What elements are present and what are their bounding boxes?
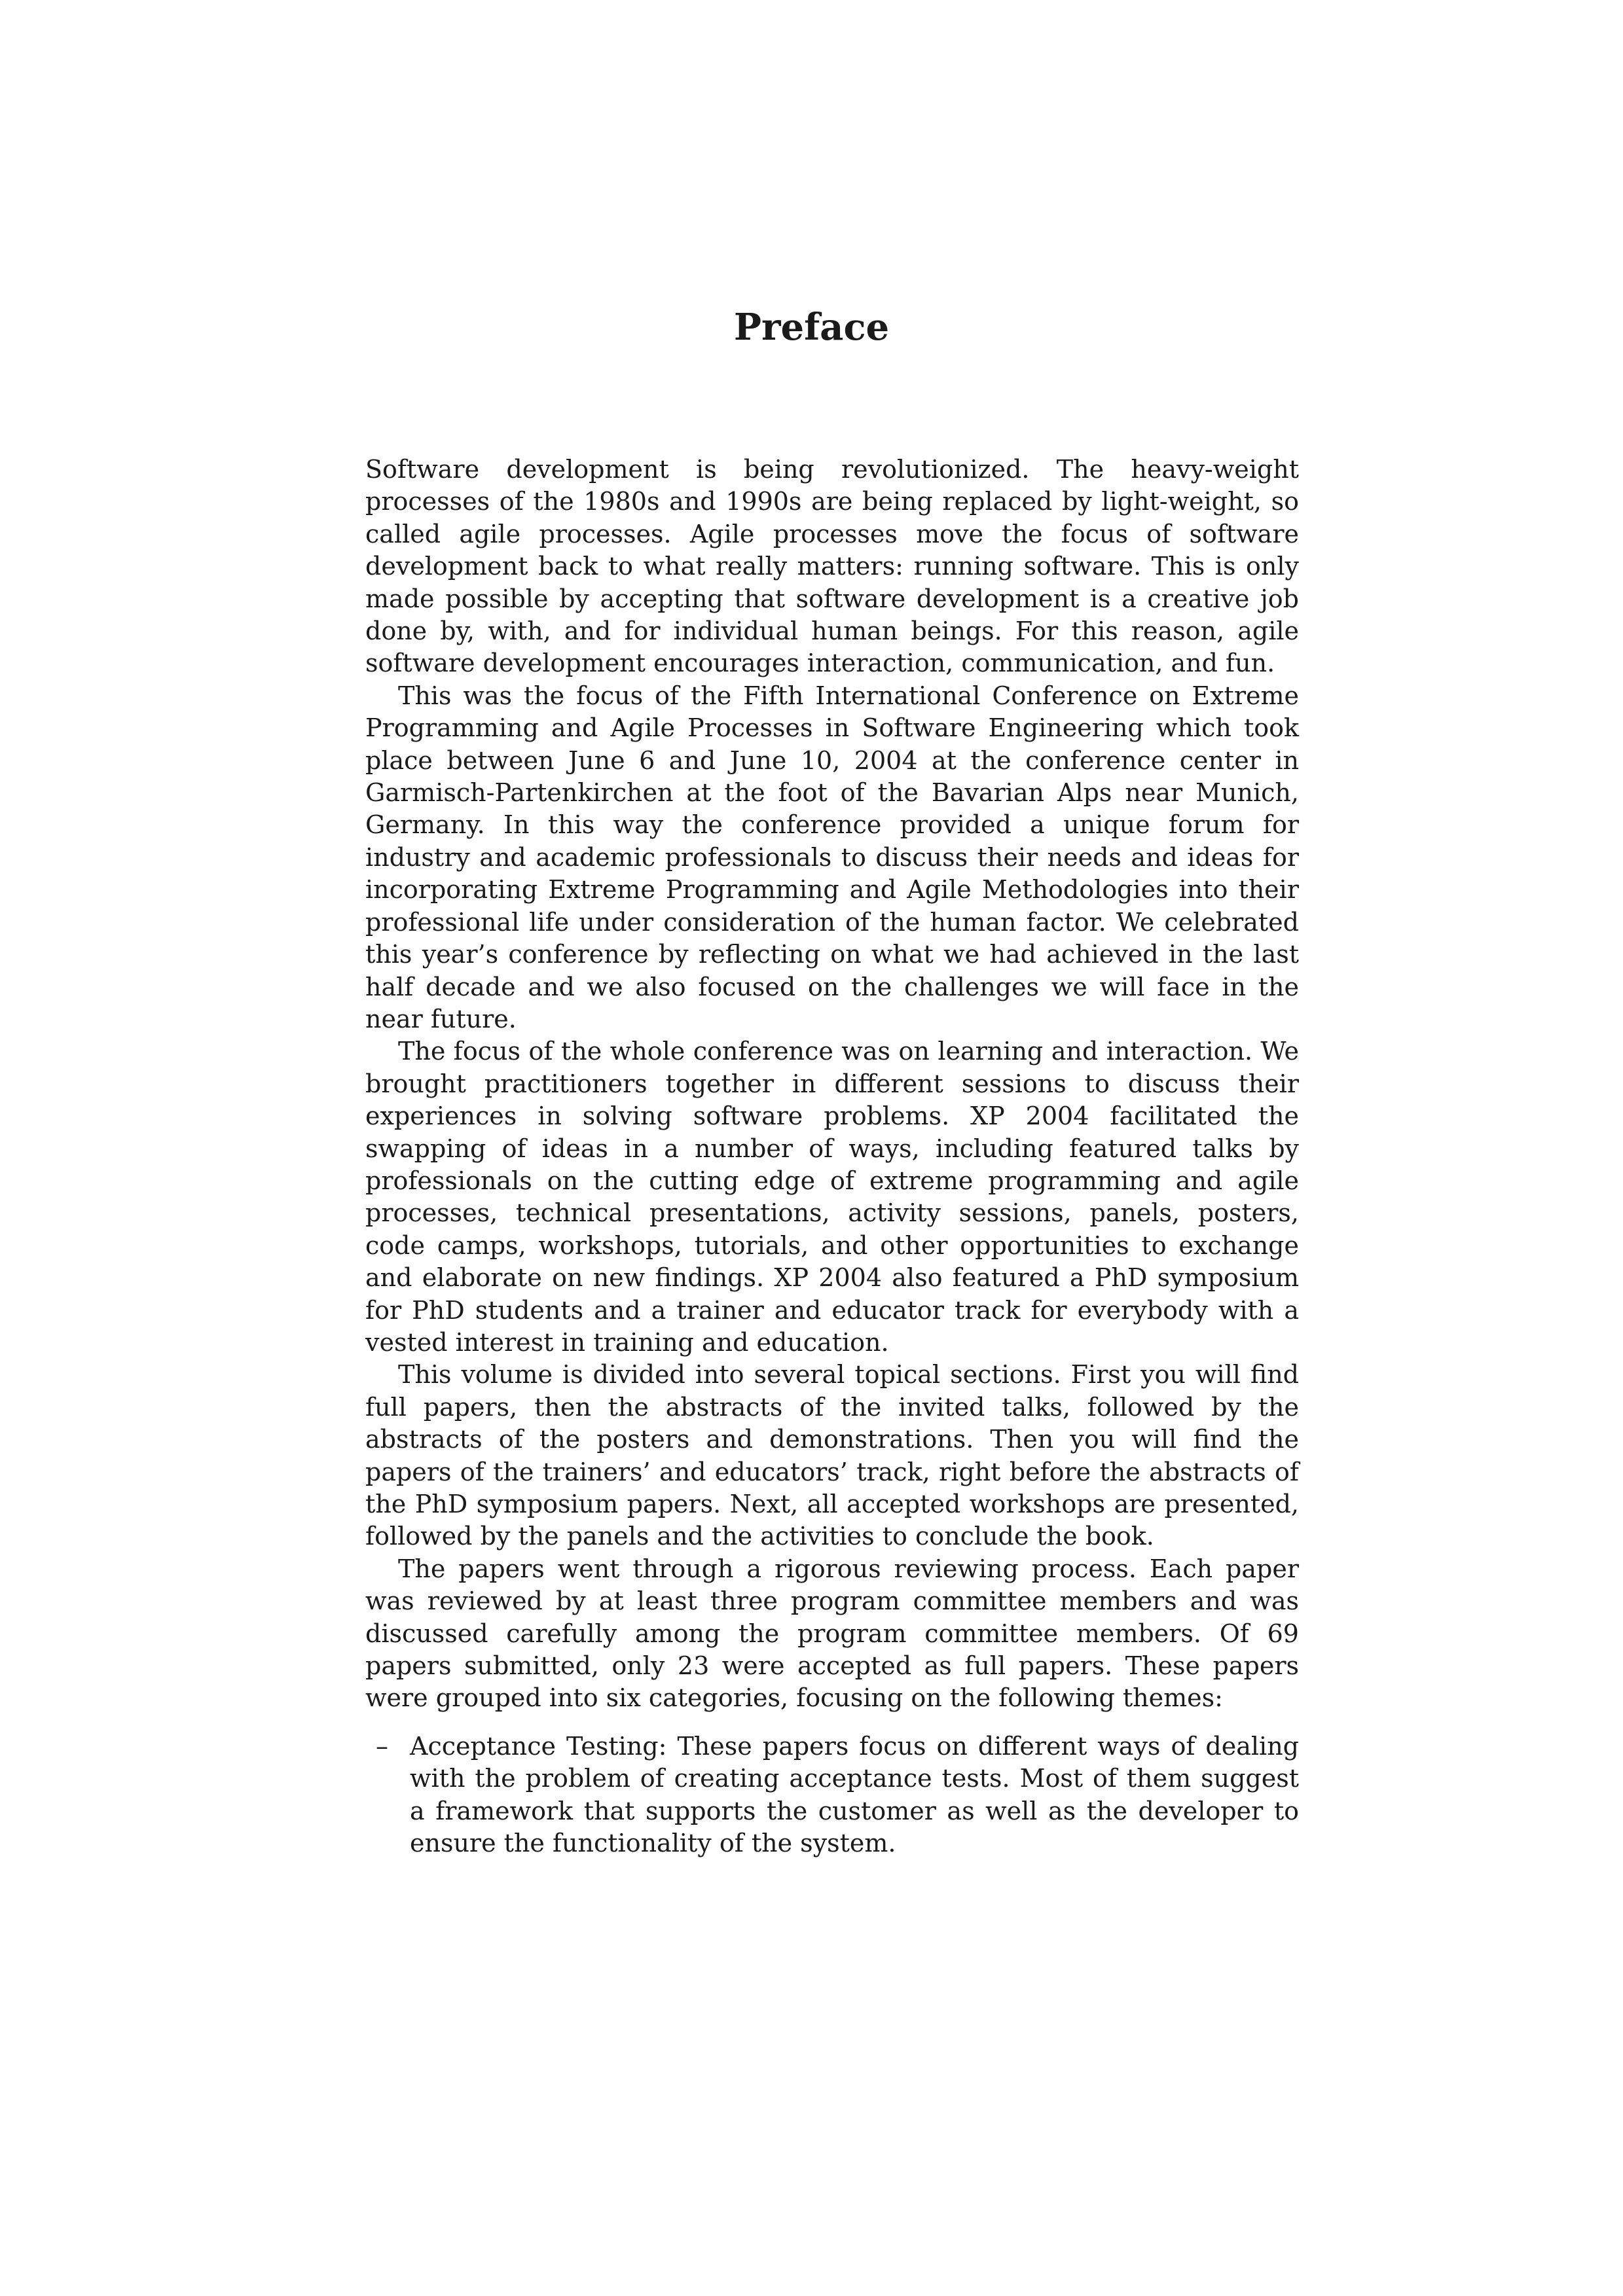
paragraph-5: The papers went through a rigorous reviewing process. Each paper was reviewed by at least three program committee members and was discussed carefully among the program committee members. Of 69 papers submitted, only 23 were accepted as full papers. These papers were grouped into six categories, focusing on the following themes: [365,1554,1299,1713]
dash-bullet: – [376,1731,388,1761]
paragraph-4: This volume is divided into several topical sections. First you will find full papers, then the abstracts of the invited talks, followed by the abstracts of the posters and demonstrations. Then you will find the papers of the trainers’ and educators’ track, right before the abstracts of the PhD symposium papers. Next, all accepted workshops are presented, followed by the panels and the activities to conclude the book. [365,1360,1299,1551]
list-item [365,1731,1299,1860]
themes-list [365,1731,1299,1860]
paragraph-2: This was the focus of the Fifth International Conference on Extreme Programming and Agile Processes in Software Engineering which took place between June 6 and June 10, 2004 at the conference center in Garmisch-Partenkirchen at the foot of the Bavarian Alps near Munich, Germany. In this way the conference provided a unique forum for industry and academic professionals to discuss their needs and ideas for incorporating Extreme Programming and Agile Methodologies into their professional life under consideration of the human factor. We celebrated this year’s conference by reflecting on what we had achieved in the last half decade and we also focused on the challenges we will face in the near future. [365,681,1299,1033]
page-title: Preface [733,306,890,349]
list-item-text: Acceptance Testing: These papers focus on different ways of dealing with the problem of creating acceptance tests. Most of them suggest a framework that supports the customer as well as the developer to ensure the functionality of the system. [410,1731,1299,1858]
preface-body [365,454,1299,1859]
paragraph-3: The focus of the whole conference was on learning and interaction. We brought practitioners together in different sessions to discuss their experiences in solving software problems. XP 2004 facilitated the swapping of ideas in a number of ways, including featured talks by professionals on the cutting edge of extreme programming and agile processes, technical presentations, activity sessions, panels, posters, code camps, workshops, tutorials, and other opportunities to exchange and elaborate on new findings. XP 2004 also featured a PhD symposium for PhD students and a trainer and educator track for everybody with a vested interest in training and education. [365,1037,1299,1357]
paragraph-1: Software development is being revolutionized. The heavy-weight processes of the 1980s and 1990s are being replaced by light-weight, so called agile processes. Agile processes move the focus of software development back to what really matters: running software. This is only made possible by accepting that software development is a creative job done by, with, and for individual human beings. For this reason, agile software development encourages interaction, communication, and fun. [365,455,1299,678]
